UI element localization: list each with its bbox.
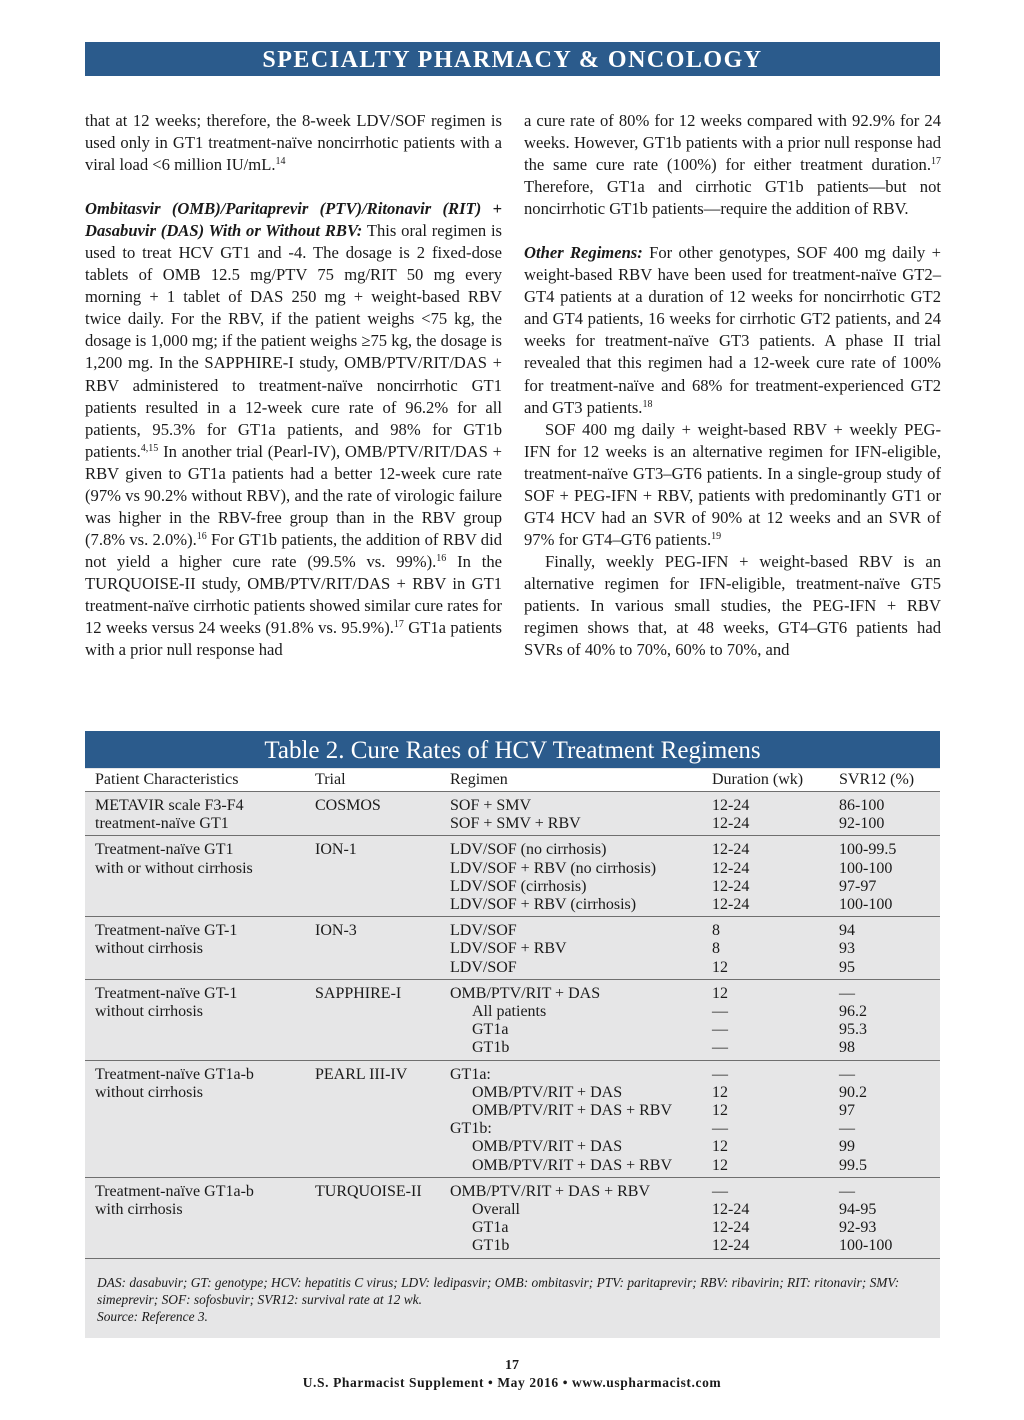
paragraph: that at 12 weeks; therefore, the 8-week LDV/SOF regimen is used only in GT1 treatment-naïve noncirrhotic patients with a viral load <6 million IU/mL.$^{14}$ bbox=[85, 111, 502, 175]
trial-cell: TURQUOISE-II bbox=[315, 1182, 422, 1200]
patient-characteristics-cell: Treatment-naïve GT-1 without cirrhosis bbox=[95, 984, 238, 1020]
paragraph: a cure rate of 80% for 12 weeks compared with 92.9% for 24 weeks. However, GT1b patients with a prior null response had the same cure rate (100%) for either treatment duration.$^{17}$ Therefore, GT1a and cirrhotic GT1b patients—but not noncirrhotic GT1b patients—require the addition of RBV. bbox=[524, 111, 941, 219]
header-duration: Duration (wk) bbox=[712, 771, 804, 788]
trial-cell: SAPPHIRE-I bbox=[315, 984, 402, 1002]
trial-cell: PEARL III-IV bbox=[315, 1065, 408, 1083]
duration-cell: 12 — — — bbox=[712, 984, 728, 1057]
svr-cell: 94 93 95 bbox=[839, 922, 855, 976]
table-footnote: DAS: dasabuvir; GT: genotype; HCV: hepatitis C virus; LDV: ledipasvir; OMB: ombitasvir; PTV: paritaprevir; RBV: ribavirin; RIT: ritonavir; SMV: simeprevir; SOF: sofosbuvir; SVR12: survival rate at 12 wk. Source: Reference 3. bbox=[97, 1275, 900, 1324]
subheading: Other Regimens: bbox=[524, 243, 643, 263]
page-number: 17 bbox=[505, 1358, 519, 1373]
header-trial: Trial bbox=[315, 771, 346, 788]
regimen-cell: GT1a: OMB/PTV/RIT + DAS OMB/PTV/RIT + DAS + RBV GT1b: OMB/PTV/RIT + DAS OMB/PTV/RIT + DAS + RBV bbox=[450, 1065, 673, 1174]
table-group bbox=[85, 1061, 940, 1178]
page-footer: U.S. Pharmacist Supplement • May 2016 • www.uspharmacist.com bbox=[302, 1375, 722, 1390]
patient-characteristics-cell: Treatment-naïve GT1a-b with cirrhosis bbox=[95, 1182, 254, 1218]
section-banner: SPECIALTY PHARMACY & ONCOLOGY bbox=[85, 42, 940, 76]
patient-characteristics-cell: Treatment-naïve GT1 with or without cirrhosis bbox=[95, 841, 253, 877]
left-column bbox=[85, 110, 502, 661]
trial-cell: COSMOS bbox=[315, 797, 381, 814]
duration-cell: 12-24 12-24 bbox=[712, 797, 750, 833]
regimen-cell: SOF + SMV SOF + SMV + RBV bbox=[450, 797, 581, 833]
svr-cell: — 90.2 97 — 99 99.5 bbox=[839, 1065, 867, 1174]
regimen-cell: OMB/PTV/RIT + DAS All patients GT1a GT1b bbox=[450, 984, 601, 1057]
patient-characteristics-cell: Treatment-naïve GT1a-b without cirrhosis bbox=[95, 1065, 254, 1101]
duration-cell: 8 8 12 bbox=[712, 922, 728, 976]
paragraph: SOF 400 mg daily + weight-based RBV + weekly PEG-IFN for 12 weeks is an alternative regimen for IFN-eligible, treatment-naïve GT3–GT6 patients. In a single-group study of SOF + PEG-IFN + RBV, patients with predominantly GT1 or GT4 HCV had an SVR of 90% at 12 weeks and an SVR of 97% for GT4–GT6 patients.$^{19}$ bbox=[524, 419, 941, 549]
duration-cell: — 12-24 12-24 12-24 bbox=[712, 1182, 750, 1255]
paragraph: Finally, weekly PEG-IFN + weight-based RBV is an alternative regimen for IFN-eligible, treatment-naïve GT5 patients. In various small studies, the PEG-IFN + RBV regimen shows that, at 48 weeks, GT4–GT6 patients had SVRs of 40% to 70%, 60% to 70%, and bbox=[524, 551, 941, 660]
svr-cell: — 96.2 95.3 98 bbox=[839, 984, 867, 1057]
paragraph: Other Regimens: For other genotypes, SOF 400 mg daily + weight-based RBV have been used for treatment-naïve GT2–GT4 patients at a duration of 12 weeks for noncirrhotic GT2 and GT4 patients, 16 weeks for cirrhotic GT2 patients, and 24 weeks for treatment-naïve GT3 patients. A phase II trial revealed that this regimen had a 12-week cure rate of 100% for treatment-naïve and 68% for treatment-experienced GT2 and GT3 patients.$^{18}$ bbox=[524, 243, 941, 417]
header-patient: Patient Characteristics bbox=[95, 771, 239, 788]
trial-cell: ION-3 bbox=[315, 922, 357, 940]
svr-cell: 86-100 92-100 bbox=[839, 797, 885, 833]
table-title: Table 2. Cure Rates of HCV Treatment Regimens bbox=[85, 731, 940, 768]
svr-cell: 100-99.5 100-100 97-97 100-100 bbox=[839, 841, 897, 913]
table-group bbox=[85, 792, 940, 836]
cure-rates-table bbox=[85, 731, 940, 1338]
duration-cell: — 12 12 — 12 12 bbox=[712, 1065, 728, 1174]
regimen-cell: LDV/SOF (no cirrhosis) LDV/SOF + RBV (no cirrhosis) LDV/SOF (cirrhosis) LDV/SOF + RBV (cirrhosis) bbox=[450, 841, 657, 913]
patient-characteristics-cell: METAVIR scale F3-F4 treatment-naïve GT1 bbox=[95, 797, 244, 833]
paragraph: Ombitasvir (OMB)/Paritaprevir (PTV)/Ritonavir (RIT) + Dasabuvir (DAS) With or Without RBV: This oral regimen is used to treat HCV GT1 and -4. The dosage is 2 fixed-dose tablets of OMB 12.5 mg/PTV 75 mg/RIT 50 mg every morning + 1 tablet of DAS 250 mg + weight-based RBV twice daily. For the RBV, if the patient weighs <75 kg, the dosage is 1,000 mg; if the patient weighs ≥75 kg, the dosage is 1,200 mg. In the SAPPHIRE-I study, OMB/PTV/RIT/DAS + RBV administered to treatment-naïve noncirrhotic GT1 patients resulted in a 12-week cure rate of 96.2% for all patients, 95.3% for GT1a patients, and 98% for GT1b patients.$^{4,15}$ In another trial (Pearl-IV), OMB/PTV/RIT/DAS + RBV given to GT1a patients had a better 12-week cure rate (97% vs 90.2% without RBV), and the rate of virologic failure was higher in the RBV-free group than in the RBV group (7.8% vs. 2.0%).$^{16}$ For GT1b patients, the addition of RBV did not yield a higher cure rate (99.5% vs. 99%).$^{16}$ In the TURQUOISE-II study, OMB/PTV/RIT/DAS + RBV in GT1 treatment-naïve cirrhotic patients showed similar cure rates for 12 weeks versus 24 weeks (91.8% vs. 95.9%).$^{17}$ GT1a patients with a prior null response had bbox=[85, 199, 503, 660]
header-regimen: Regimen bbox=[450, 771, 508, 788]
duration-cell: 12-24 12-24 12-24 12-24 bbox=[712, 841, 750, 913]
table-group bbox=[85, 980, 940, 1061]
header-svr: SVR12 (%) bbox=[839, 771, 915, 788]
regimen-cell: OMB/PTV/RIT + DAS + RBV Overall GT1a GT1b bbox=[450, 1182, 651, 1255]
svr-cell: — 94-95 92-93 100-100 bbox=[839, 1182, 893, 1255]
patient-characteristics-cell: Treatment-naïve GT-1 without cirrhosis bbox=[95, 922, 238, 958]
subheading: Ombitasvir (OMB)/Paritaprevir (PTV)/Ritonavir (RIT) + Dasabuvir (DAS) With or Without RBV: bbox=[85, 199, 502, 241]
table-header-row bbox=[85, 769, 940, 792]
regimen-cell: LDV/SOF LDV/SOF + RBV LDV/SOF bbox=[450, 922, 567, 976]
table-group bbox=[85, 1178, 940, 1259]
right-column bbox=[524, 110, 941, 661]
table-group bbox=[85, 836, 940, 917]
trial-cell: ION-1 bbox=[315, 841, 357, 859]
table-group bbox=[85, 917, 940, 980]
